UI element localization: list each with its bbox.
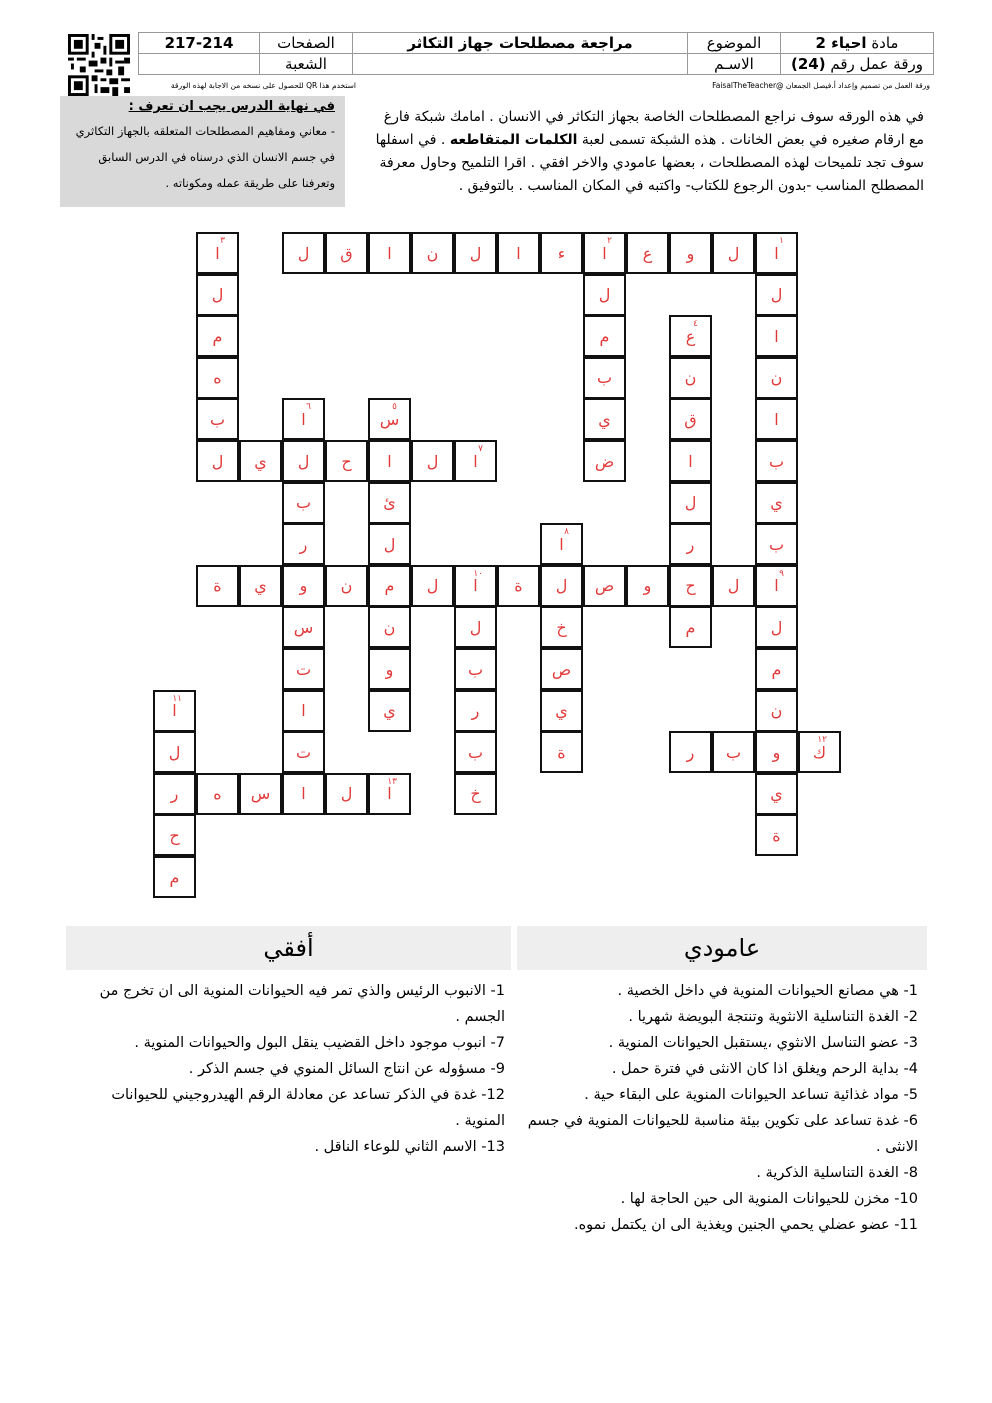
crossword-cell[interactable] [669,523,712,565]
cell-letter: ا [688,451,693,471]
vertical-clue: 11- عضو عضلي يحمي الجنين ويغذية الى ان يكتمل نموه. [573,1217,918,1233]
header-table [138,32,934,75]
cell-letter: ن [383,617,396,637]
crossword-cell[interactable] [239,773,282,815]
name-label: الاسـم [688,54,781,75]
cell-letter: ي [555,701,568,721]
crossword-cell[interactable] [282,523,325,565]
cell-letter: م [169,867,180,887]
cell-letter: ح [341,451,352,471]
crossword-cell[interactable] [325,773,368,815]
cell-letter: ل [555,576,568,596]
cell-letter: ا [774,409,779,429]
cell-letter: ق [340,243,353,263]
vertical-clue: 1- هي مصانع الحيوانات المنوية في داخل الخصية . [617,983,918,999]
crossword-cell[interactable] [712,232,755,274]
cell-letter: ه [213,368,222,388]
cell-letter: م [771,659,782,679]
crossword-cell[interactable] [196,315,239,357]
cell-letter: و [772,742,781,762]
horizontal-clue: 7- انبوب موجود داخل القضيب ينقل البول والحيوانات المنوية . [134,1035,505,1051]
crossword-cell[interactable] [153,690,196,732]
cell-letter: ل [684,493,697,513]
cell-letter: ل [469,243,482,263]
qr-code [68,34,130,96]
crossword-cell[interactable] [368,690,411,732]
cell-letter: ا [301,701,306,721]
cell-letter: ت [295,742,312,762]
crossword-cell[interactable] [755,440,798,482]
crossword-cell[interactable] [153,731,196,773]
cell-letter: ل [727,243,740,263]
crossword-cell[interactable] [454,773,497,815]
crossword-cell[interactable] [583,398,626,440]
crossword-cell[interactable] [755,773,798,815]
cell-letter: ا [301,784,306,804]
cell-letter: ع [642,243,653,263]
crossword-cell[interactable] [454,606,497,648]
cell-letter: ت [295,659,312,679]
cell-letter: ل [770,617,783,637]
cell-letter: ل [168,742,181,762]
cell-number: ١٠ [473,568,483,579]
vertical-clue: 5- مواد غذائية تساعد الحيوانات المنوية على البقاء حية . [584,1087,918,1103]
crossword-cell[interactable] [368,440,411,482]
cell-letter: ي [254,576,267,596]
cell-letter: ل [211,451,224,471]
credit-note: ورقة العمل من تصميم وإعداد أ.فيصل الجمعان @FaisalTheTeacher [712,81,930,90]
crossword-cell[interactable] [368,482,411,524]
worksheet-label: ورقة عمل رقم [830,55,923,73]
cell-letter: ل [211,285,224,305]
cell-number: ٨ [564,527,569,538]
crossword-cell[interactable] [755,482,798,524]
crossword-cell[interactable] [497,232,540,274]
crossword-cell[interactable] [583,315,626,357]
cell-letter: ا [516,243,521,263]
cell-letter: ص [594,576,615,596]
topic-label: الموضوع [688,33,781,54]
cell-letter: ا [559,534,564,554]
cell-number: ٤ [693,319,698,330]
cell-letter: ئ [383,493,396,513]
cell-letter: ا [387,451,392,471]
cell-letter: ل [426,576,439,596]
crossword-cell[interactable] [540,232,583,274]
cell-letter: ل [426,451,439,471]
crossword-cell[interactable] [583,357,626,399]
cell-letter: ب [725,742,742,762]
cell-number: ٩ [779,568,784,579]
crossword-cell[interactable] [368,606,411,648]
crossword-cell[interactable] [669,398,712,440]
cell-number: ٥ [392,402,397,413]
crossword-cell[interactable] [196,274,239,316]
cell-letter: ل [727,576,740,596]
cell-letter: ب [295,493,312,513]
vertical-clue: 2- الغدة التناسلية الانثوية وتنتجة البويضة شهريا . [628,1009,918,1025]
crossword-cell[interactable] [282,482,325,524]
cell-letter: ي [383,701,396,721]
vertical-clues [520,978,918,1238]
cell-number: ١١ [172,693,182,704]
cell-letter: م [685,617,696,637]
cell-letter: ض [594,451,615,471]
subject-cell [781,33,934,54]
crossword-cell[interactable] [669,482,712,524]
crossword-cell[interactable] [368,398,411,440]
objectives-title: في نهاية الدرس يجب ان تعرف : [128,99,335,114]
crossword-cell[interactable] [368,232,411,274]
cell-letter: ا [387,784,392,804]
crossword-cell[interactable] [282,606,325,648]
crossword-cell[interactable] [755,690,798,732]
crossword-cell[interactable] [153,814,196,856]
cell-letter: ر [686,534,695,554]
cell-letter: ر [170,784,179,804]
crossword-cell[interactable] [755,814,798,856]
subject-value: احياء 2 [815,34,867,52]
cell-letter: و [686,243,695,263]
crossword-cell[interactable] [669,232,712,274]
crossword-cell[interactable] [755,606,798,648]
horizontal-clue: 13- الاسم الثاني للوعاء الناقل . [314,1139,505,1155]
crossword-cell[interactable] [755,731,798,773]
cell-letter: ا [301,409,306,429]
cell-letter: ة [557,742,566,762]
cell-letter: ي [598,409,611,429]
cell-letter: خ [470,784,481,804]
cell-letter: ا [774,326,779,346]
cell-letter: س [250,784,271,804]
pages-label: الصفحات [260,33,353,54]
intro-text: في هذه الورقه سوف نراجع المصطلحات الخاصة بجهاز التكاثر في الانسان . امامك شبكة فارغ مع ارقام صغيره في بعض الخانات . هذه الشبكة تسمى لعبة [383,109,924,148]
crossword-cell[interactable] [497,565,540,607]
crossword-cell[interactable] [540,731,583,773]
crossword-cell[interactable] [669,357,712,399]
cell-number: ١٣ [387,776,397,787]
cell-letter: و [385,659,394,679]
crossword-cell[interactable] [153,773,196,815]
crossword-cell[interactable] [196,232,239,274]
cell-letter: ن [426,243,439,263]
crossword-cell[interactable] [196,440,239,482]
name-field[interactable] [353,54,688,75]
cell-letter: ل [297,243,310,263]
cell-letter: م [599,326,610,346]
horizontal-clues [70,978,505,1160]
cell-letter: ر [686,742,695,762]
cell-letter: ص [551,659,572,679]
cell-letter: ل [770,285,783,305]
crossword-cell[interactable] [196,357,239,399]
cell-letter: ب [768,451,785,471]
cell-letter: ب [467,742,484,762]
cell-letter: ح [169,825,180,845]
cell-letter: ل [383,534,396,554]
crossword-cell[interactable] [368,523,411,565]
cell-letter: س [379,409,400,429]
cell-letter: ا [387,243,392,263]
crossword-cell[interactable] [540,606,583,648]
worksheet-cell [781,54,934,75]
crossword-cell[interactable] [669,731,712,773]
crossword-cell[interactable] [282,232,325,274]
crossword-cell[interactable] [454,731,497,773]
crossword-cell[interactable] [669,565,712,607]
cell-letter: ا [473,576,478,596]
vertical-clue: 10- مخزن للحيوانات المنوية الى حين الحاجة لها . [620,1191,918,1207]
cell-letter: ح [685,576,696,596]
cell-letter: ة [213,576,222,596]
crossword-cell[interactable] [626,232,669,274]
crossword-cell[interactable] [239,440,282,482]
cell-letter: ي [770,784,783,804]
cell-letter: ل [297,451,310,471]
cell-letter: ا [172,701,177,721]
cell-letter: ن [684,368,697,388]
cell-letter: ق [684,409,697,429]
crossword-cell[interactable] [153,856,196,898]
crossword-cell[interactable] [583,274,626,316]
cell-letter: ء [557,243,566,263]
cell-letter: ن [770,368,783,388]
cell-letter: ك [812,742,827,762]
crossword-cell[interactable] [755,232,798,274]
crossword-cell[interactable] [325,440,368,482]
cell-letter: ن [340,576,353,596]
crossword-cell[interactable] [282,440,325,482]
cell-letter: ب [768,534,785,554]
crossword-cell[interactable] [282,398,325,440]
cell-letter: ا [215,243,220,263]
vertical-clue: 8- الغدة التناسلية الذكرية . [756,1165,918,1181]
crossword-cell[interactable] [368,773,411,815]
crossword-cell[interactable] [196,565,239,607]
crossword-cell[interactable] [454,232,497,274]
crossword-cell[interactable] [755,565,798,607]
cell-letter: ا [774,243,779,263]
objectives-text: - معاني ومفاهيم المصطلحات المتعلقه بالجهاز التكاثري في جسم الانسان الذي درسناه في الدرس السابق وتعرفنا على طريقة عمله ومكوناته . [75,124,335,190]
class-field[interactable] [139,54,260,75]
crossword-cell[interactable] [368,565,411,607]
class-label: الشعبة [260,54,353,75]
cell-letter: ا [602,243,607,263]
cell-letter: ل [598,285,611,305]
crossword-cell[interactable] [540,648,583,690]
crossword-cell[interactable] [755,648,798,690]
cell-letter: ة [514,576,523,596]
cell-letter: ه [213,784,222,804]
crossword-cell[interactable] [755,523,798,565]
cell-letter: ر [471,701,480,721]
cell-letter: س [293,617,314,637]
cell-number: ١٢ [817,735,827,746]
cell-letter: و [643,576,652,596]
cell-letter: ا [473,451,478,471]
crossword-cell[interactable] [282,731,325,773]
crossword-cell[interactable] [454,690,497,732]
objectives-box [60,96,345,207]
crossword-cell[interactable] [325,565,368,607]
cell-letter: ب [467,659,484,679]
crossword-cell[interactable] [669,606,712,648]
vertical-clue: 3- عضو التناسل الانثوي ،يستقبل الحيوانات المنوية . [608,1035,918,1051]
vertical-clue: 6- غدة تساعد على تكوين بيئة مناسبة للحيوانات المنوية في جسم الانثى . [527,1113,918,1155]
crossword-cell[interactable] [368,648,411,690]
cell-letter: ب [209,409,226,429]
cell-letter: ن [770,701,783,721]
crossword-cell[interactable] [798,731,841,773]
cell-letter: و [299,576,308,596]
crossword-cell[interactable] [583,440,626,482]
crossword-cell[interactable] [626,565,669,607]
crossword-cell[interactable] [755,274,798,316]
crossword-cell[interactable] [196,773,239,815]
cell-letter: ع [685,326,696,346]
cell-number: ٣ [220,236,225,246]
cell-number: ٦ [306,402,311,413]
cell-letter: ي [770,493,783,513]
horizontal-clue: 12- غدة في الذكر تساعد عن معادلة الرقم الهيدروجيني للحيوانات المنوية . [111,1087,505,1129]
horizontal-clue: 1- الانبوب الرئيس والذي تمر فيه الحيوانات المنوية الى ان تخرج من الجسم . [99,983,505,1025]
cell-letter: خ [556,617,567,637]
subject-label: مادة [871,34,899,52]
crossword-cell[interactable] [755,398,798,440]
crossword-cell[interactable] [583,232,626,274]
crossword-cell[interactable] [282,773,325,815]
cell-number: ٧ [478,444,483,454]
crossword-cell[interactable] [411,440,454,482]
crossword-cell[interactable] [282,565,325,607]
cell-letter: ل [340,784,353,804]
crossword-cell[interactable] [239,565,282,607]
pages-value: 217-214 [139,33,260,54]
horizontal-clues-title: أفقي [66,926,511,970]
crossword-cell[interactable] [282,648,325,690]
vertical-clue: 4- بداية الرحم ويغلق اذا كان الانثى في فترة حمل . [611,1061,918,1077]
cell-letter: ب [596,368,613,388]
crossword-cell[interactable] [583,565,626,607]
cell-letter: ة [772,825,781,845]
crossword-cell[interactable] [196,398,239,440]
crossword-cell[interactable] [282,690,325,732]
crossword-cell[interactable] [411,232,454,274]
crossword-cell[interactable] [712,731,755,773]
vertical-clues-title: عامودي [517,926,927,970]
cell-letter: ي [254,451,267,471]
intro-text-end: . في اسفلها سوف تجد تلميحات لهذه المصطلحات ، بعضها عامودي والاخر افقي . اقرا التلميح وحاول معرفة المصطلح المناسب -بدون الرجوع للكتاب- واكتبه في المكان المناسب . بالتوفيق . [375,132,924,194]
crossword-cell[interactable] [755,357,798,399]
cell-letter: ل [469,617,482,637]
intro-bold: الكلمات المتقاطعه [449,132,578,148]
worksheet-number: (24) [791,55,826,73]
crossword-cell[interactable] [325,232,368,274]
crossword-cell[interactable] [454,648,497,690]
crossword-cell[interactable] [540,523,583,565]
crossword-cell[interactable] [669,440,712,482]
crossword-cell[interactable] [540,690,583,732]
crossword-cell[interactable] [454,440,497,482]
crossword-cell[interactable] [755,315,798,357]
crossword-cell[interactable] [454,565,497,607]
horizontal-clue: 9- مسؤوله عن انتاج السائل المنوي في جسم الذكر . [188,1061,505,1077]
cell-number: ١ [779,236,784,246]
intro-paragraph [366,106,924,198]
crossword-cell[interactable] [411,565,454,607]
topic-value: مراجعة مصطلحات جهاز التكاثر [353,33,688,54]
cell-number: ٢ [607,236,612,246]
cell-letter: ا [774,576,779,596]
crossword-cell[interactable] [712,565,755,607]
qr-note: استخدم هذا QR للحصول على نسخه من الاجابة لهذه الورقة [170,81,356,90]
cell-letter: ر [299,534,308,554]
crossword-cell[interactable] [540,565,583,607]
cell-letter: م [212,326,223,346]
cell-letter: م [384,576,395,596]
crossword-cell[interactable] [669,315,712,357]
